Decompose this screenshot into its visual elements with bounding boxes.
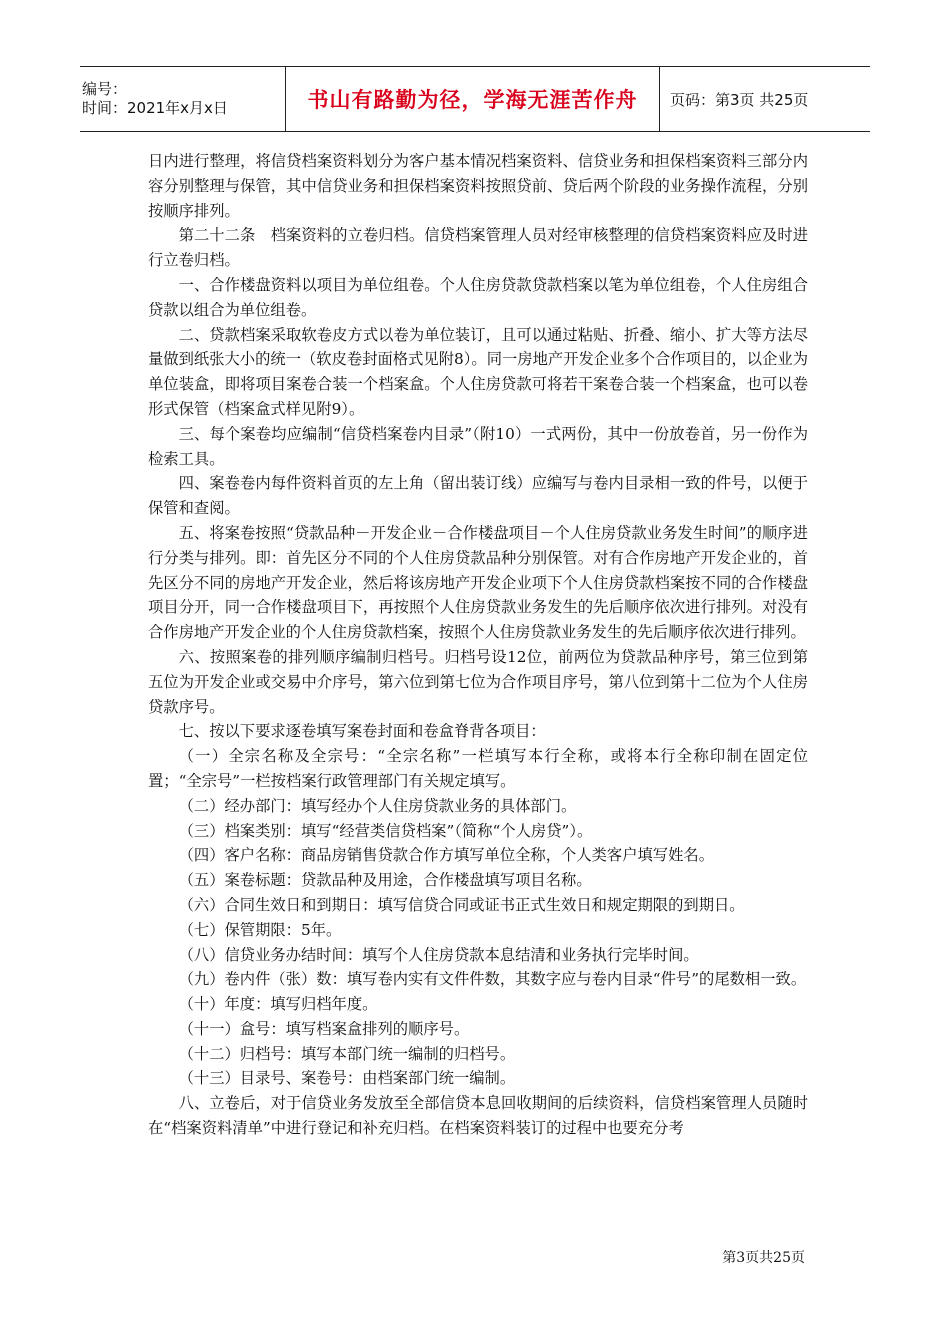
list-item: （六）合同生效日和到期日：填写信贷合同或证书正式生效日和规定期限的到期日。 bbox=[178, 895, 745, 914]
paragraph: 二、贷款档案采取软卷皮方式以卷为单位装订，且可以通过粘贴、折叠、缩小、扩大等方法尽量做到纸张大小的统一（软皮卷封面格式见附8）。同一房地产开发企业多个合作项目的，以企业为单位装盒，即将项目案卷合装一个档案盒。个人住房贷款可将若干案卷合装一个档案盒，也可以卷形式保管（档案盒式样见附9）。 bbox=[148, 325, 808, 418]
list-item: （七）保管期限：5年。 bbox=[178, 920, 342, 939]
list-item: （一）全宗名称及全宗号：“全宗名称”一栏填写本行全称，或将本行全称印制在固定位置；“全宗号”一栏按档案行政管理部门有关规定填写。 bbox=[148, 747, 808, 790]
list-item: （十）年度：填写归档年度。 bbox=[178, 995, 378, 1014]
paragraph: 五、将案卷按照“贷款品种－开发企业－合作楼盘项目－个人住房贷款业务发生时间”的顺序进行分类与排列。即：首先区分不同的个人住房贷款品种分别保管。对有合作房地产开发企业的，首先区分不同的房地产开发企业，然后将该房地产开发企业项下个人住房贷款档案按不同的合作楼盘项目分开，同一合作楼盘项目下，再按照个人住房贷款业务发生的先后顺序依次进行排列。对没有合作房地产开发企业的个人住房贷款档案，按照个人住房贷款业务发生的先后顺序依次进行排列。 bbox=[148, 523, 808, 642]
list-item: （八）信贷业务办结时间：填写个人住房贷款本息结清和业务执行完毕时间。 bbox=[178, 945, 699, 964]
paragraph: 七、按以下要求逐卷填写案卷封面和卷盒脊背各项目： bbox=[178, 722, 546, 741]
paragraph: 四、案卷卷内每件资料首页的左上角（留出装订线）应编写与卷内目录相一致的件号，以便于保管和查阅。 bbox=[148, 474, 808, 518]
page-header bbox=[80, 66, 870, 132]
list-item: （十三）目录号、案卷号：由档案部门统一编制。 bbox=[178, 1069, 516, 1088]
paragraph: 三、每个案卷均应编制“信贷档案卷内目录”（附10）一式两份，其中一份放卷首，另一份作为检索工具。 bbox=[148, 424, 808, 468]
paragraph: 第二十二条 档案资料的立卷归档。信贷档案管理人员对经审核整理的信贷档案资料应及时进行立卷归档。 bbox=[148, 226, 808, 270]
paragraph: 八、立卷后，对于信贷业务发放至全部信贷本息回收期间的后续资料，信贷档案管理人员随时在“档案资料清单”中进行登记和补充归档。在档案资料装订的过程中也要充分考 bbox=[148, 1094, 808, 1138]
paragraph: 日内进行整理，将信贷档案资料划分为客户基本情况档案资料、信贷业务和担保档案资料三部分内容分别整理与保管，其中信贷业务和担保档案资料按照贷前、贷后两个阶段的业务操作流程，分别按顺序排列。 bbox=[148, 152, 808, 220]
list-item: （九）卷内件（张）数：填写卷内实有文件件数，其数字应与卷内目录“件号”的尾数相一致。 bbox=[178, 970, 807, 989]
list-item: （五）案卷标题：贷款品种及用途，合作楼盘填写项目名称。 bbox=[178, 871, 592, 890]
paragraph: 六、按照案卷的排列顺序编制归档号。归档号设12位，前两位为贷款品种序号，第三位到第五位为开发企业或交易中介序号，第六位到第七位为合作项目序号，第八位到第十二位为个人住房贷款序号。 bbox=[148, 647, 808, 716]
paragraph: 一、合作楼盘资料以项目为单位组卷。个人住房贷款贷款档案以笔为单位组卷，个人住房组合贷款以组合为单位组卷。 bbox=[148, 275, 808, 319]
page-footer-number: 第3页共25页 bbox=[722, 1250, 805, 1266]
list-item: （二）经办部门：填写经办个人住房贷款业务的具体部门。 bbox=[178, 796, 577, 815]
document-date-label: 时间：2021年x月x日 bbox=[82, 99, 228, 117]
list-item: （十二）归档号：填写本部门统一编制的归档号。 bbox=[178, 1044, 516, 1063]
list-item: （四）客户名称：商品房销售贷款合作方填写单位全称，个人类客户填写姓名。 bbox=[178, 846, 714, 865]
header-meta bbox=[80, 67, 286, 131]
document-body bbox=[148, 149, 808, 1141]
list-item: （十一）盒号：填写档案盒排列的顺序号。 bbox=[178, 1019, 470, 1038]
list-item: （三）档案类别：填写“经营类信贷档案”（简称“个人房贷”）。 bbox=[178, 821, 593, 840]
document-number-label: 编号： bbox=[82, 80, 128, 98]
header-page-number: 页码：第3页 共25页 bbox=[670, 90, 809, 109]
header-motto: 书山有路勤为径，学海无涯苦作舟 bbox=[286, 67, 660, 131]
